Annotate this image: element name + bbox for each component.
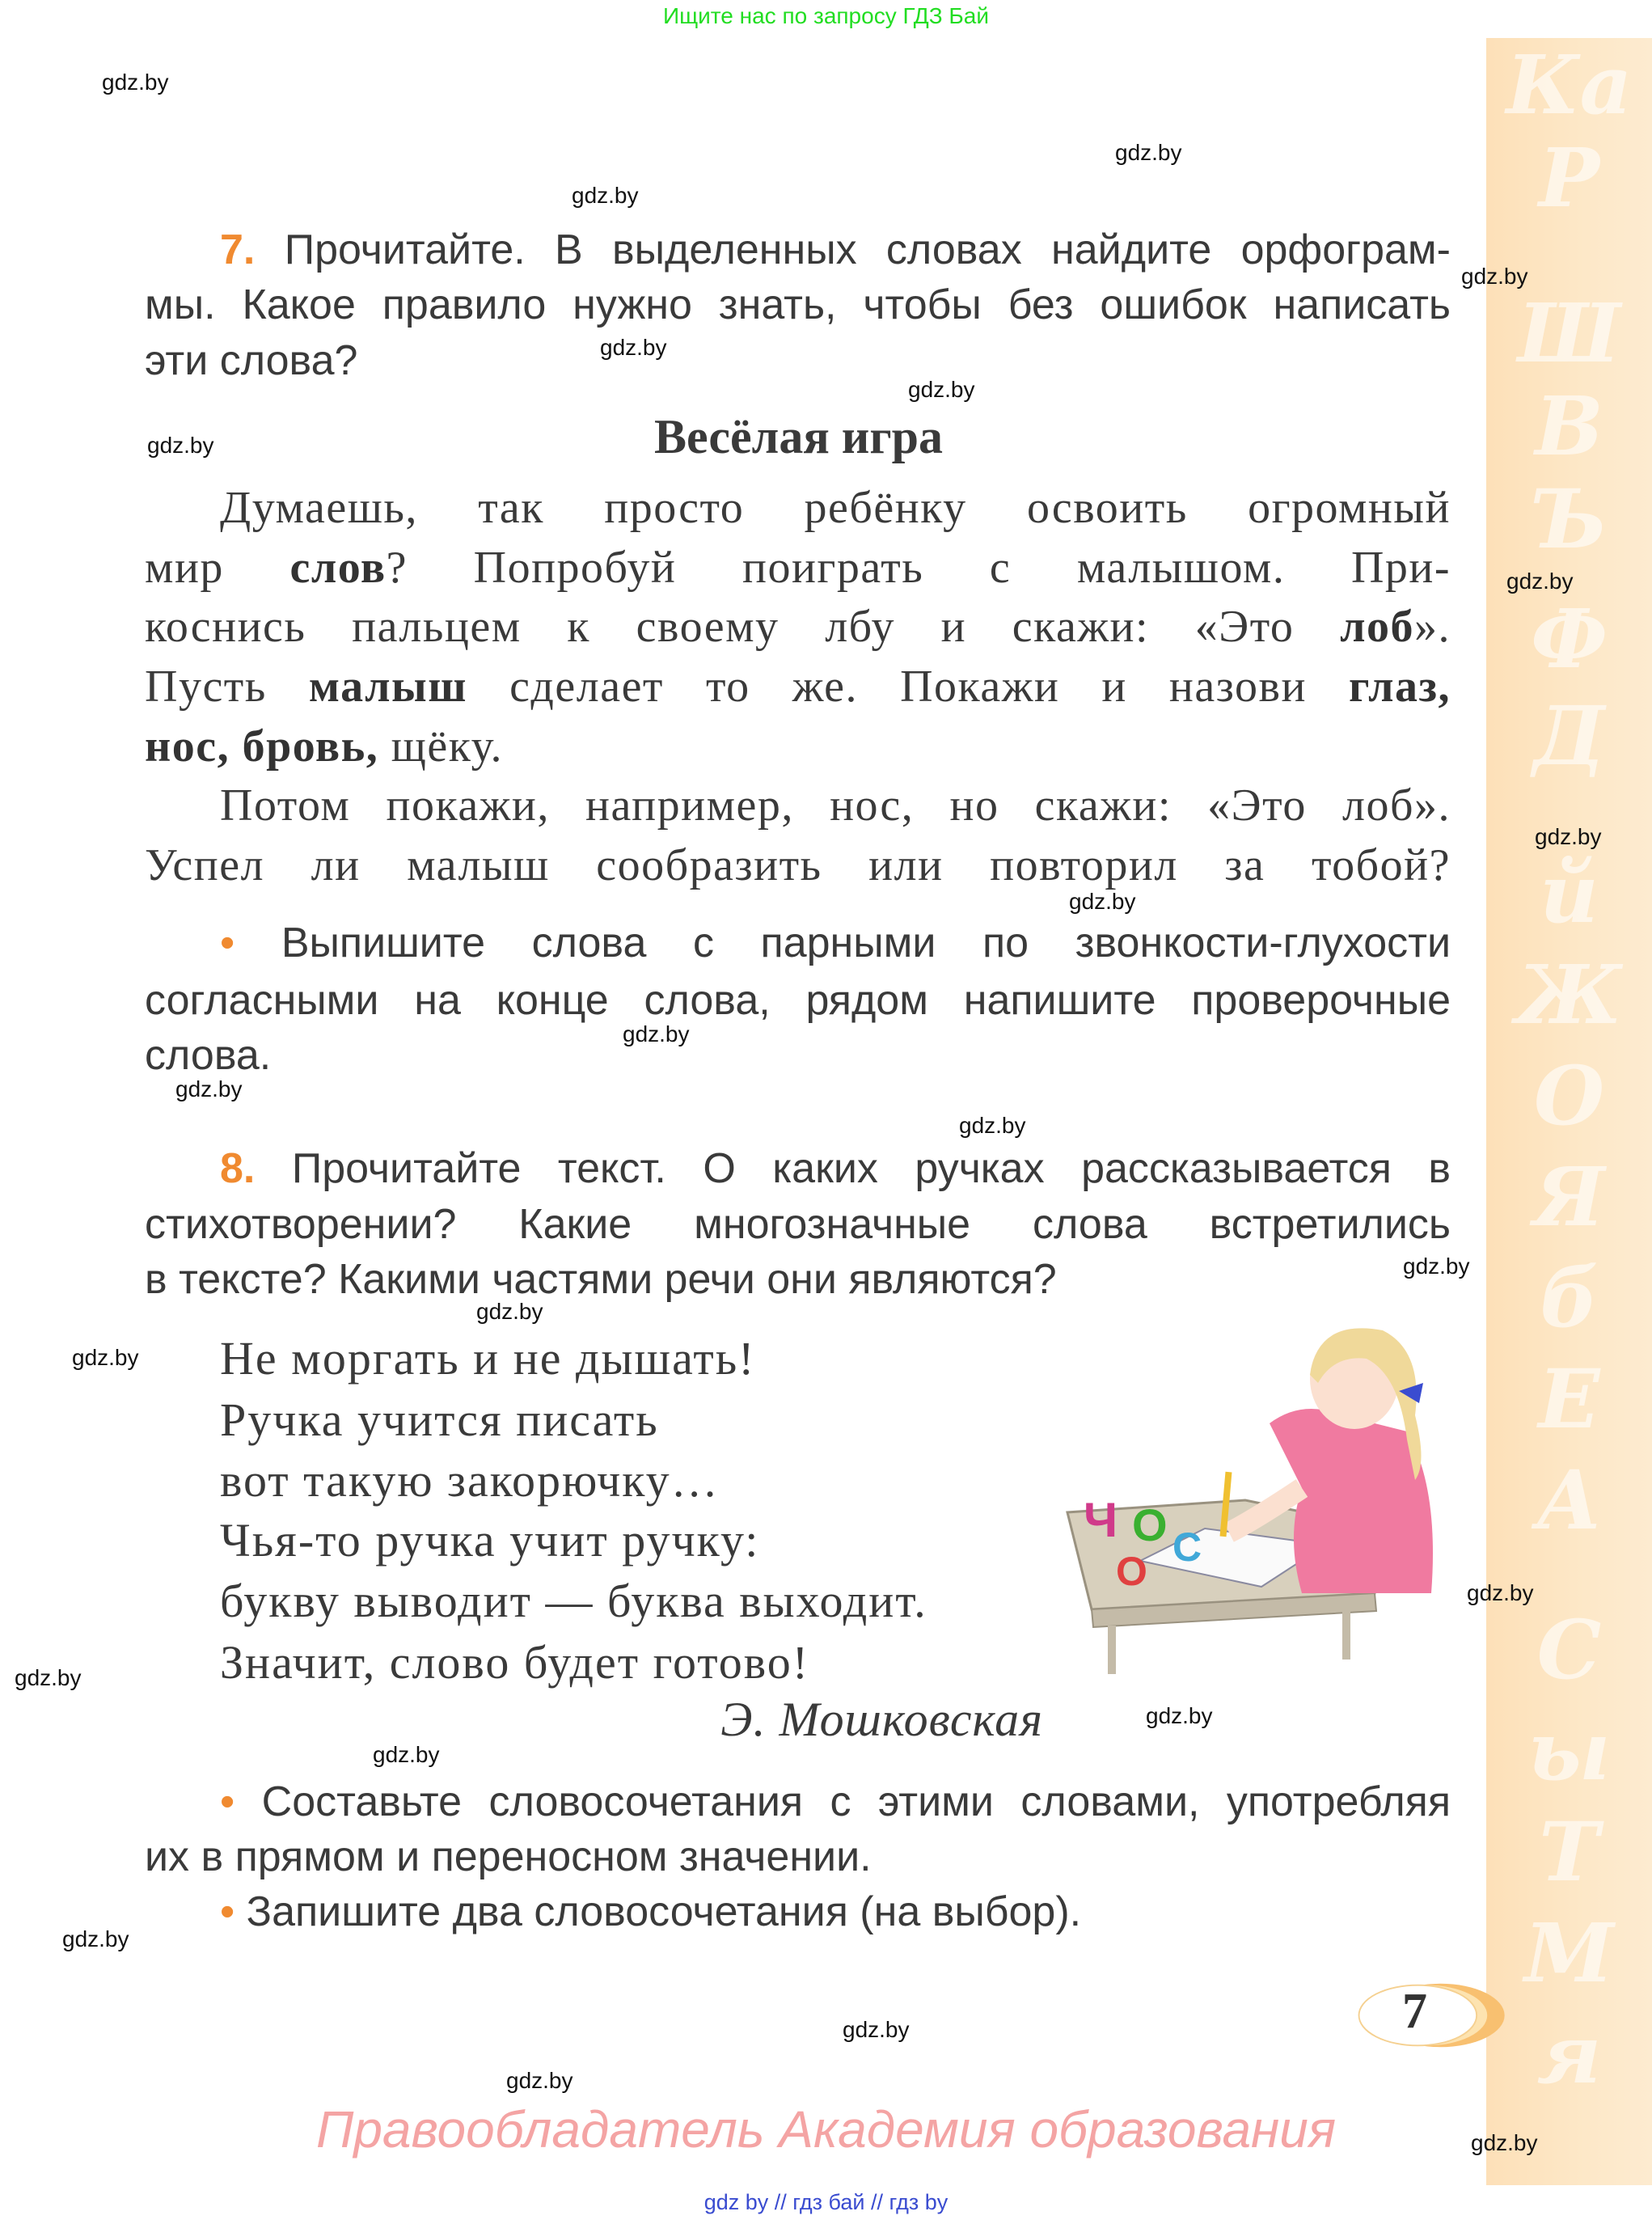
task8-line-1: [220, 1141, 1451, 1196]
story-line: [145, 540, 1451, 595]
task7-bullet-line-3: слова.: [145, 1032, 272, 1079]
story-title: Весёлая игра: [654, 410, 943, 463]
story-text-segment: сделает то же. Покажи и назови: [467, 662, 1349, 712]
watermark: gdz.by: [1506, 569, 1574, 594]
watermark: gdz.by: [572, 183, 639, 208]
story-line: [220, 778, 1451, 833]
watermark: gdz.by: [1471, 2130, 1538, 2155]
sidebar-decorative-letter: С: [1536, 1602, 1602, 1698]
poem-line: Чья-то ручка учит ручку:: [220, 1514, 760, 1567]
sidebar-decorative-letter: В: [1535, 378, 1603, 474]
watermark: gdz.by: [600, 335, 667, 360]
watermark: gdz.by: [1461, 264, 1528, 289]
story-line: [220, 480, 1451, 535]
task8-bullet1-line-1: [220, 1774, 1451, 1829]
story-line: [145, 599, 1451, 654]
poem-line: вот такую закорючку…: [220, 1454, 720, 1507]
bullet-text: Запишите два словосочетания (на выбор).: [246, 1888, 1082, 1935]
poem-line: Ручка учится писать: [220, 1393, 659, 1446]
story-text-segment: ».: [1414, 602, 1451, 652]
watermark: gdz.by: [373, 1742, 440, 1767]
task8-line-2: стихотворении? Какие многозначные слова встретились: [145, 1201, 1451, 1248]
bullet-text: Составьте словосочетания с этими словами, употребляя: [261, 1778, 1451, 1825]
poem-line: букву выводит — буква выходит.: [220, 1575, 927, 1627]
sidebar-decorative-letter: А: [1536, 1452, 1603, 1548]
highlighted-word: нос, бровь,: [145, 721, 379, 772]
story-text-segment: Пусть: [145, 662, 309, 712]
watermark: gdz.by: [959, 1113, 1026, 1138]
letter-character: С: [1172, 1524, 1202, 1570]
story-text-segment: щёку.: [378, 721, 504, 772]
highlighted-word: слов: [289, 543, 387, 593]
watermark: gdz.by: [1403, 1254, 1470, 1279]
watermark: gdz.by: [1146, 1703, 1213, 1728]
sidebar-decorative-letter: Ф: [1531, 591, 1608, 687]
story-text-segment: Думаешь, так просто ребёнку освоить огромный: [220, 483, 1451, 533]
desk-leg: [1342, 1611, 1350, 1660]
watermark: gdz.by: [1535, 824, 1602, 849]
poem-line: Не моргать и не дышать!: [220, 1332, 756, 1385]
header-note: Ищите нас по запросу ГДЗ Бай: [662, 3, 990, 28]
watermark: gdz.by: [1467, 1580, 1534, 1605]
sidebar-decorative-letter: О: [1533, 1048, 1605, 1144]
sidebar-decorative-letter: я: [1536, 2006, 1602, 2102]
watermark: gdz.by: [623, 1021, 690, 1046]
task8-bullet1-line-2: их в прямом и переносном значении.: [145, 1833, 872, 1880]
task8-line-3: в тексте? Какими частями речи они являются?: [145, 1256, 1057, 1303]
watermark: gdz.by: [62, 1926, 129, 1951]
story-text-segment: Успел ли малыш сообразить или повторил за тобой?: [145, 840, 1451, 890]
bullet-icon: •: [220, 1888, 235, 1935]
girl-writing-illustration: [1059, 1326, 1456, 1698]
story-text-segment: Потом покажи, например, нос, но скажи: «Это лоб».: [220, 780, 1451, 831]
poem-line: Значит, слово будет готово!: [220, 1636, 810, 1689]
task7-line-2: мы. Какое правило нужно знать, чтобы без ошибок написать: [145, 281, 1451, 328]
bullet-text: Выпишите слова с парными по звонкости-глухости: [281, 920, 1451, 966]
watermark: gdz.by: [175, 1076, 243, 1101]
sidebar-decorative-letter: Ъ: [1530, 471, 1608, 567]
watermark: gdz.by: [476, 1299, 543, 1324]
story-line: [145, 838, 1451, 893]
watermark: gdz.by: [102, 70, 169, 95]
task8-number: 8.: [220, 1145, 256, 1192]
bottom-links[interactable]: gdz by // гдз бай // гдз by: [703, 2190, 949, 2214]
watermark: gdz.by: [15, 1665, 82, 1690]
task7-text: Прочитайте. В выделенных словах найдите орфограм-: [284, 226, 1451, 273]
sidebar-decorative-letter: й: [1540, 846, 1599, 941]
sidebar-decorative-letter: ы: [1527, 1703, 1611, 1799]
task8-bullet2-line-1: [220, 1884, 1081, 1939]
highlighted-word: малыш: [308, 662, 468, 712]
sidebar-decorative-letter: Я: [1533, 1149, 1605, 1245]
task7-bullet-line-1: [220, 915, 1451, 970]
bullet-icon: •: [220, 920, 235, 966]
bullet-icon: •: [220, 1778, 235, 1825]
sidebar-decorative-letter: Т: [1539, 1804, 1599, 1900]
story-line: [145, 719, 503, 774]
sidebar-decorative-letter: Ж: [1515, 947, 1623, 1042]
task7-bullet-line-2: согласными на конце слова, рядом напишите проверочные: [145, 977, 1451, 1024]
watermark: gdz.by: [72, 1345, 139, 1370]
story-text-segment: коснись пальцем к своему лбу и скажи: «Это: [145, 602, 1341, 652]
watermark: gdz.by: [843, 2017, 910, 2042]
watermark: gdz.by: [908, 377, 975, 402]
task7-line-3: эти слова?: [145, 337, 358, 384]
sidebar-decorative-letter: Е: [1538, 1351, 1600, 1447]
sidebar-decorative-letter: Ка: [1506, 37, 1633, 133]
task7-line-1: [220, 222, 1451, 277]
story-line: [145, 659, 1451, 714]
decorative-sidebar: [1486, 38, 1652, 2185]
letter-character: О: [1132, 1499, 1168, 1550]
highlighted-word: лоб: [1340, 602, 1414, 652]
letter-character: Ч: [1084, 1493, 1118, 1547]
desk-leg: [1108, 1626, 1116, 1674]
story-text-segment: ? Попробуй поиграть с малышом. При-: [386, 543, 1451, 593]
copyright-footer: Правообладатель Академия образования: [315, 2100, 1337, 2158]
watermark: gdz.by: [1115, 140, 1182, 165]
sidebar-decorative-letter: б: [1540, 1250, 1599, 1346]
letter-character: О: [1116, 1549, 1147, 1594]
sidebar-decorative-letter: Ш: [1518, 285, 1620, 381]
watermark: gdz.by: [506, 2068, 573, 2093]
sidebar-decorative-letter: Д: [1533, 688, 1605, 784]
sidebar-decorative-letter: Р: [1538, 130, 1600, 226]
highlighted-word: глаз,: [1349, 662, 1451, 712]
poem-author: Э. Мошковская: [720, 1693, 1043, 1746]
story-text-segment: мир: [145, 543, 290, 593]
task8-text: Прочитайте текст. О каких ручках рассказывается в: [291, 1145, 1451, 1192]
watermark: gdz.by: [1069, 889, 1136, 914]
task7-number: 7.: [220, 226, 256, 273]
sidebar-decorative-letter: М: [1524, 1905, 1614, 2001]
watermark: gdz.by: [147, 433, 214, 458]
page-number: 7: [1402, 1984, 1427, 2039]
